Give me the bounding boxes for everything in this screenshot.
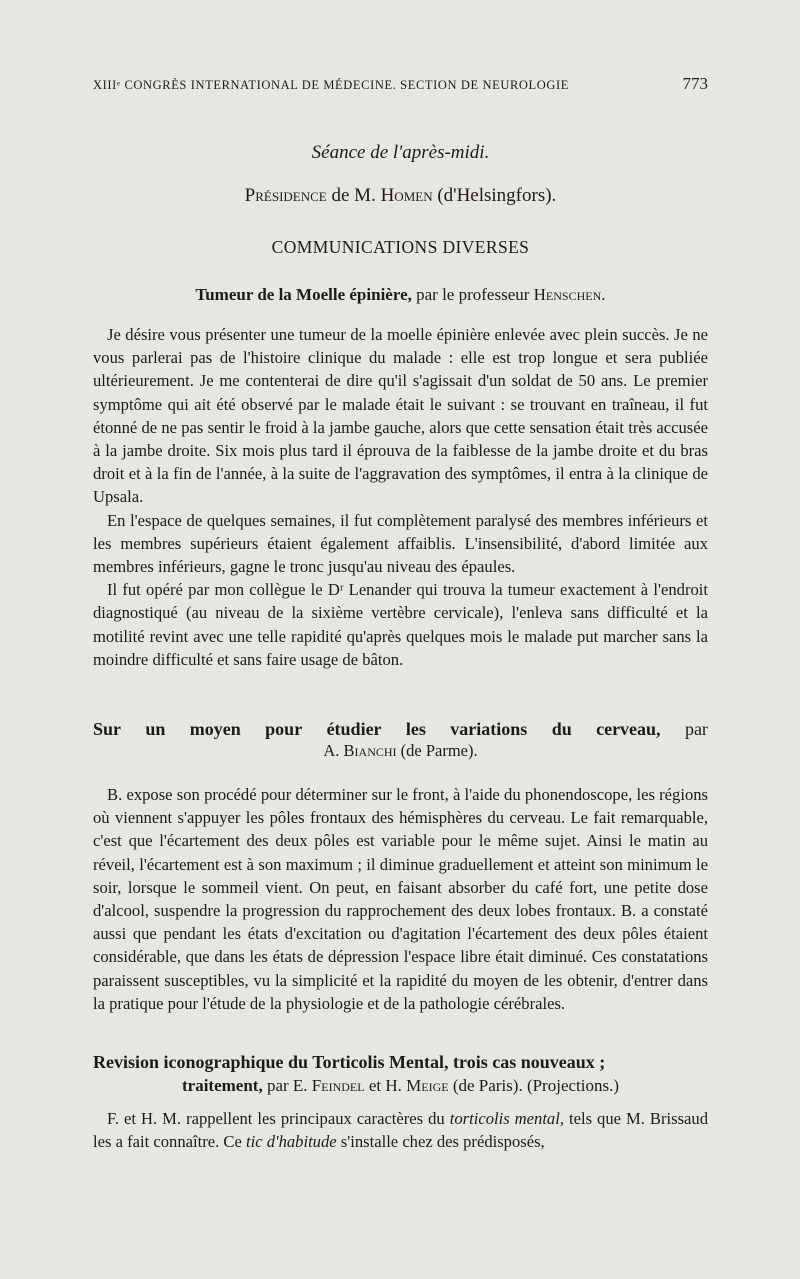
title-word: étudier: [326, 719, 382, 739]
article2-affiliation: (de Parme).: [400, 741, 478, 760]
article3-title-cont: traitement,: [181, 1076, 263, 1095]
presidence-label: Présidence: [244, 185, 327, 206]
article1-title: [93, 285, 708, 305]
president-city: (d'Helsingfors).: [437, 185, 557, 206]
article3-affiliation: (de Paris). (Projections.): [452, 1076, 620, 1095]
presidence-de: de M.: [331, 185, 376, 206]
article1-body: [93, 323, 708, 671]
session-heading: Séance de l'après-midi.: [311, 142, 490, 163]
paragraph: Je désire vous présenter une tumeur de la moelle épinière enlevée avec plein succès. Je ne vous parlerai pas de l'histoire clinique du malade : elle est trop longue et sera publiée ultérieurement. Je me contenterai de dire qu'il s'agissait d'un soldat de 50 ans. Le premier symptôme qui ait été observé par le malade était le suivant : se trouvant en traîneau, il fut étonné de ne pas sentir le froid à la jambe gauche, alors que cette sensation était très accusée à la jambe droite. Six mois plus tard il éprouva de la faiblesse de la jambe droite et du bras droit et à la fin de l'année, à la suite de l'aggravation des symptômes, il entra à la clinique de Upsala.: [93, 325, 708, 507]
president-name: Homen: [380, 185, 433, 206]
article2-author-line: [93, 740, 708, 762]
author-initial: A.: [323, 741, 340, 760]
para-mid: tels que M. Brissaud les a fait connaître. Ce: [93, 1109, 709, 1152]
article3-by: par E.: [266, 1076, 308, 1095]
running-head: [93, 74, 708, 94]
article3-author2: Meige: [406, 1076, 449, 1095]
article2-author: Bianchi: [343, 741, 397, 760]
article3-body: [93, 1107, 708, 1153]
paragraph: Il fut opéré par mon collègue le Dʳ Lenander qui trouva la tumeur exactement à l'endroit diagnostiqué (au niveau de la sixième vertèbre cervicale), l'enleva sans difficulté et la motilité revint avec une telle rapidité qu'après quelques mois le malade put marcher sans la moindre difficulté et sans faire usage de bâton.: [93, 580, 708, 669]
term-torticolis: torticolis mental,: [449, 1109, 564, 1128]
article2-body: [93, 783, 708, 1015]
article2-by: par: [684, 719, 708, 739]
paragraph: [93, 1107, 708, 1153]
term-tic: tic d'habitude: [245, 1132, 337, 1152]
title-word: du: [551, 719, 572, 739]
presidence-line: [93, 185, 708, 207]
title-word: moyen: [189, 719, 241, 739]
title-word: variations: [450, 719, 528, 739]
title-word: cerveau,: [596, 719, 661, 739]
title-word: un: [145, 719, 166, 739]
article3-author1: Feindel: [311, 1076, 365, 1095]
article3-title: [93, 1050, 708, 1098]
title-word: les: [405, 719, 426, 739]
page-number: 773: [682, 74, 708, 93]
article3-and: et H.: [368, 1076, 402, 1095]
article1-author: Henschen.: [533, 285, 606, 304]
article1-title-text: Tumeur de la Moelle épinière,: [195, 285, 412, 304]
article3-title-line2: [93, 1074, 708, 1098]
article2-title: [93, 718, 708, 762]
article2-title-line: [93, 718, 708, 740]
para-end: s'installe chez des prédisposés,: [340, 1132, 545, 1152]
title-word: pour: [265, 719, 303, 739]
article3-title-line1: Revision iconographique du Torticolis Mental, trois cas nouveaux ;: [93, 1052, 606, 1072]
article1-by: par le professeur: [416, 285, 530, 304]
running-title: XIIIᵉ CONGRÈS INTERNATIONAL DE MÉDECINE. SECTION DE NEUROLOGIE: [93, 78, 569, 92]
paragraph: En l'espace de quelques semaines, il fut complètement paralysé des membres inférieurs et les membres supérieurs étaient également affaiblis. L'insensibilité, d'abord limitée aux membres inférieurs, gagne le tronc jusqu'au niveau des épaules.: [93, 510, 708, 577]
para-start: F. et H. M. rappellent les principaux caractères du: [107, 1109, 445, 1128]
section-title: COMMUNICATIONS DIVERSES: [271, 237, 530, 257]
title-word: Sur: [93, 719, 122, 739]
paragraph: B. expose son procédé pour déterminer sur le front, à l'aide du phonendoscope, les régions où viennent s'appuyer les pôles frontaux des hémisphères du cerveau. Le fait remarquable, c'est que l'écartement des deux pôles est variable pour le même sujet. Ainsi le matin au réveil, l'écartement est à son maximum ; il diminue graduellement et atteint son minimum le soir, lorsque le sommeil vient. On peut, en faisant absorber du café fort, une petite dose d'alcool, suspendre la progression du rapprochement des deux lobes frontaux. B. a constaté aussi que pendant les états d'excitation ou d'agitation l'écartement des deux pôles étaient considérable, que dans les états de dépression l'espace libre était diminué. Ces constatations paraissent susceptibles, vu la simplicité et la rapidité du moyen de les obtenir, d'entrer dans la pratique pour l'étude de la physiologie et de la pathologie cérébrales.: [93, 785, 708, 1013]
